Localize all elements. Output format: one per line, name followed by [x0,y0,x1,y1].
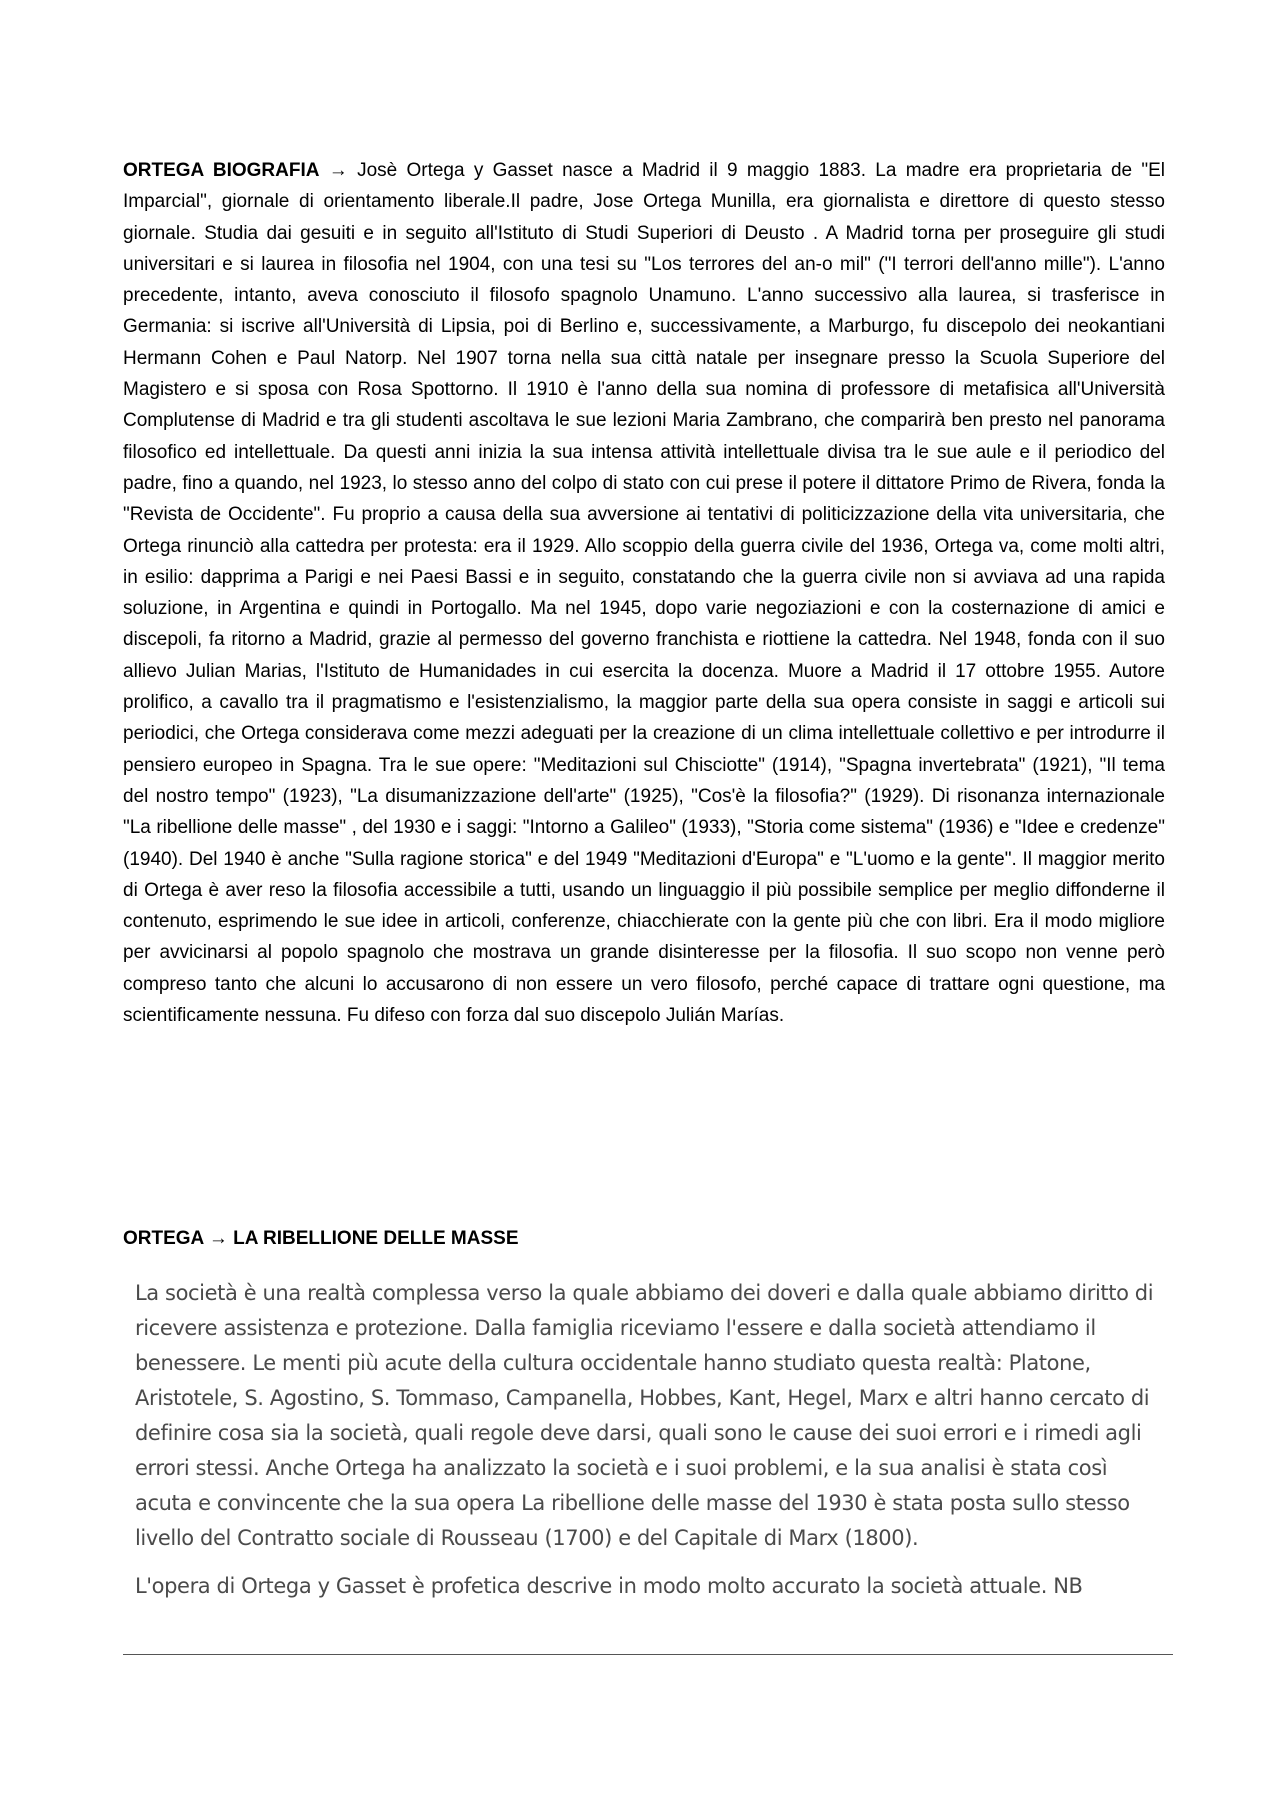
quote-paragraph-1: La società è una realtà complessa verso la quale abbiamo dei doveri e dalla quale abbiamo diritto di ricevere assistenza e protezione. Dalla famiglia riceviamo l'essere e dalla società attendiamo il benessere. Le menti più acute della cultura occidentale hanno studiato questa realtà: Platone, Aristotele, S. Agostino, S. Tommaso, Campanella, Hobbes, Kant, Hegel, Marx e altri hanno cercato di definire cosa sia la società, quali regole deve darsi, quali sono le cause dei suoi errori e i rimedi agli errori stessi. Anche Ortega ha analizzato la società e i suoi problemi, e la sua analisi è stata così acuta e convincente che la sua opera La ribellione delle masse del 1930 è stata posta sullo stesso livello del Contratto sociale di Rousseau (1700) e del Capitale di Marx (1800). [135,1281,1154,1550]
biography-paragraph [123,155,1165,1031]
biography-heading: ORTEGA BIOGRAFIA [123,160,320,181]
quote-image [123,1276,1173,1655]
biography-text: Josè Ortega y Gasset nasce a Madrid il 9 maggio 1883. La madre era proprietaria de "El Imparcial", giornale di orientamento liberale.Il padre, Jose Ortega Munilla, era giornalista e direttore di questo stesso giornale. Studia dai gesuiti e in seguito all'Istituto di Studi Superiori di Deusto . A Madrid torna per proseguire gli studi universitari e si laurea in filosofia nel 1904, con una tesi su "Los terrores del an-o mil" ("I terrori dell'anno mille"). L'anno precedente, intanto, aveva conosciuto il filosofo spagnolo Unamuno. L'anno successivo alla laurea, si trasferisce in Germania: si iscrive all'Università di Lipsia, poi di Berlino e, successivamente, a Marburgo, fu discepolo dei neokantiani Hermann Cohen e Paul Natorp. Nel 1907 torna nella sua città natale per insegnare presso la Scuola Superiore del Magistero e si sposa con Rosa Spottorno. Il 1910 è l'anno della sua nomina di professore di metafisica all'Università Complutense di Madrid e tra gli studenti ascoltava le sue lezioni Maria Zambrano, che comparirà ben presto nel panorama filosofico ed intellettuale. Da questi anni inizia la sua intensa attività intellettuale divisa tra le sue aule e il periodico del padre, fino a quando, nel 1923, lo stesso anno del colpo di stato con cui prese il potere il dittatore Primo de Rivera, fonda la "Revista de Occidente". Fu proprio a causa della sua avversione ai tentativi di politicizzazione della vita universitaria, che Ortega rinunciò alla cattedra per protesta: era il 1929. Allo scoppio della guerra civile del 1936, Ortega va, come molti altri, in esilio: dapprima a Parigi e nei Paesi Bassi e in seguito, constatando che la guerra civile non si avviava ad una rapida soluzione, in Argentina e quindi in Portogallo. Ma nel 1945, dopo varie negoziazioni e con la costernazione di amici e discepoli, fa ritorno a Madrid, grazie al permesso del governo franchista e riottiene la cattedra. Nel 1948, fonda con il suo allievo Julian Marias, l'Istituto de Humanidades in cui esercita la docenza. Muore a Madrid il 17 ottobre 1955. Autore prolifico, a cavallo tra il pragmatismo e l'esistenzialismo, la maggior parte della sua opera consiste in saggi e articoli sui periodici, che Ortega considerava come mezzi adeguati per la creazione di un clima intellettuale collettivo e per introdurre il pensiero europeo in Spagna. Tra le sue opere: "Meditazioni sul Chisciotte" (1914), "Spagna invertebrata" (1921), "Il tema del nostro tempo" (1923), "La disumanizzazione dell'arte" (1925), "Cos'è la filosofia?" (1929). Di risonanza internazionale "La ribellione delle masse" , del 1930 e i saggi: "Intorno a Galileo" (1933), "Storia come sistema" (1936) e "Idee e credenze" (1940). Del 1940 è anche "Sulla ragione storica" e del 1949 "Meditazioni d'Europa" e "L'uomo e la gente". Il maggior merito di Ortega è aver reso la filosofia accessibile a tutti, usando un linguaggio il più possibile semplice per meglio diffonderne il contenuto, esprimendo le sue idee in articoli, conferenze, chiacchierate con la gente più che con libri. Era il modo migliore per avvicinarsi al popolo spagnolo che mostrava un grande disinteresse per la filosofia. Il suo scopo non venne però compreso tanto che alcuni lo accusarono di non essere un vero filosofo, perché capace di trattare ogni questione, ma scientificamente nessuna. Fu difeso con forza dal suo discepolo Julián Marías. [123,160,1166,1027]
arrow-icon: → [328,160,348,181]
quote-paragraph-2: L'opera di Ortega y Gasset è profetica descrive in modo molto accurato la società attuale. NB [135,1574,1083,1598]
section-title: ORTEGA → LA RIBELLIONE DELLE MASSE [123,1228,519,1249]
